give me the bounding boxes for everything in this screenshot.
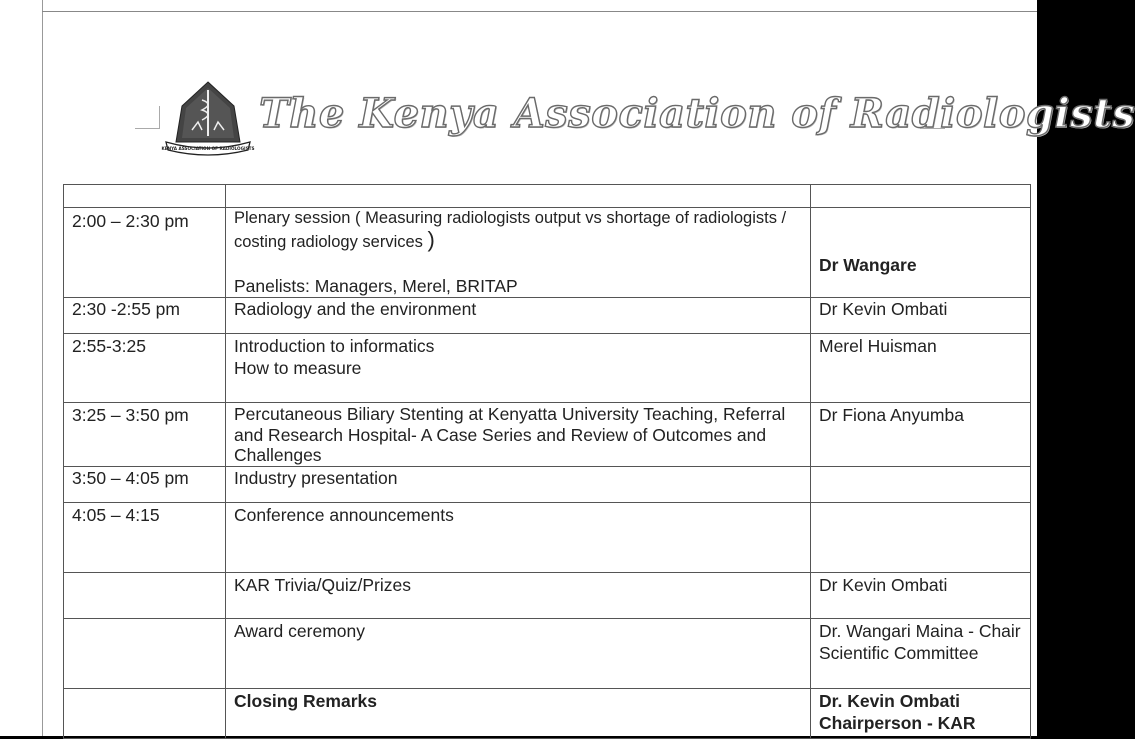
time-cell: 4:05 – 4:15 [64,502,226,572]
time-cell [64,688,226,738]
time-cell: 2:00 – 2:30 pm [64,208,226,298]
table-row [64,185,1031,208]
speaker-cell: Dr Kevin Ombati [811,572,1031,618]
session-cell [226,208,811,298]
session-title: Introduction to informatics [234,336,435,356]
table-row [64,688,1031,738]
time-cell: 3:25 – 3:50 pm [64,403,226,467]
table-row [64,403,1031,467]
session-cell: Industry presentation [226,466,811,502]
speaker-cell: Dr Fiona Anyumba [811,403,1031,467]
table-row [64,618,1031,688]
speaker-name: Dr. Kevin Ombati [819,690,961,711]
session-cell: KAR Trivia/Quiz/Prizes [226,572,811,618]
empty-cell [64,185,226,208]
session-cell [226,334,811,403]
time-cell [64,618,226,688]
page-left-margin [0,0,43,736]
time-cell: 2:55-3:25 [64,334,226,403]
speaker-cell [811,502,1031,572]
session-cell: Closing Remarks [226,688,811,738]
closing-paren: ) [427,227,435,252]
speaker-cell: Dr Wangare [811,208,1031,298]
speaker-cell [811,688,1031,738]
session-cell: Conference announcements [226,502,811,572]
letterhead [135,80,1135,160]
session-subtitle: How to measure [234,358,362,378]
speaker-cell [811,466,1031,502]
table-row [64,208,1031,298]
speaker-cell: Dr. Wangari Maina - Chair Scientific Committee [811,618,1031,688]
logo-banner-text: KENYA ASSOCIATION OF RADIOLOGISTS [161,146,255,151]
kar-logo-icon [162,80,254,158]
panelists-text: Panelists: Managers, Merel, BRITAP [234,276,518,296]
program-table [63,184,1031,739]
speaker-cell: Merel Huisman [811,334,1031,403]
table-row [64,298,1031,334]
crop-mark-left [135,106,160,129]
table-row [64,466,1031,502]
time-cell [64,572,226,618]
table-row [64,502,1031,572]
time-cell: 2:30 -2:55 pm [64,298,226,334]
table-row [64,334,1031,403]
organization-title: The Kenya Association of Radiologists [259,90,1135,137]
table-row [64,572,1031,618]
session-cell: Award ceremony [226,618,811,688]
session-cell: Percutaneous Biliary Stenting at Kenyatta University Teaching, Referral and Research Hospital- A Case Series and Review of Outcomes and Challenges [226,403,811,467]
header-rule [42,0,1037,12]
speaker-cell: Dr Kevin Ombati [811,298,1031,334]
session-title: Plenary session ( Measuring radiologists output vs shortage of radiologists / costing radiology services [234,209,787,251]
speaker-role: Chairperson - KAR [819,712,976,733]
empty-cell [811,185,1031,208]
time-cell: 3:50 – 4:05 pm [64,466,226,502]
session-cell: Radiology and the environment [226,298,811,334]
empty-cell [226,185,811,208]
